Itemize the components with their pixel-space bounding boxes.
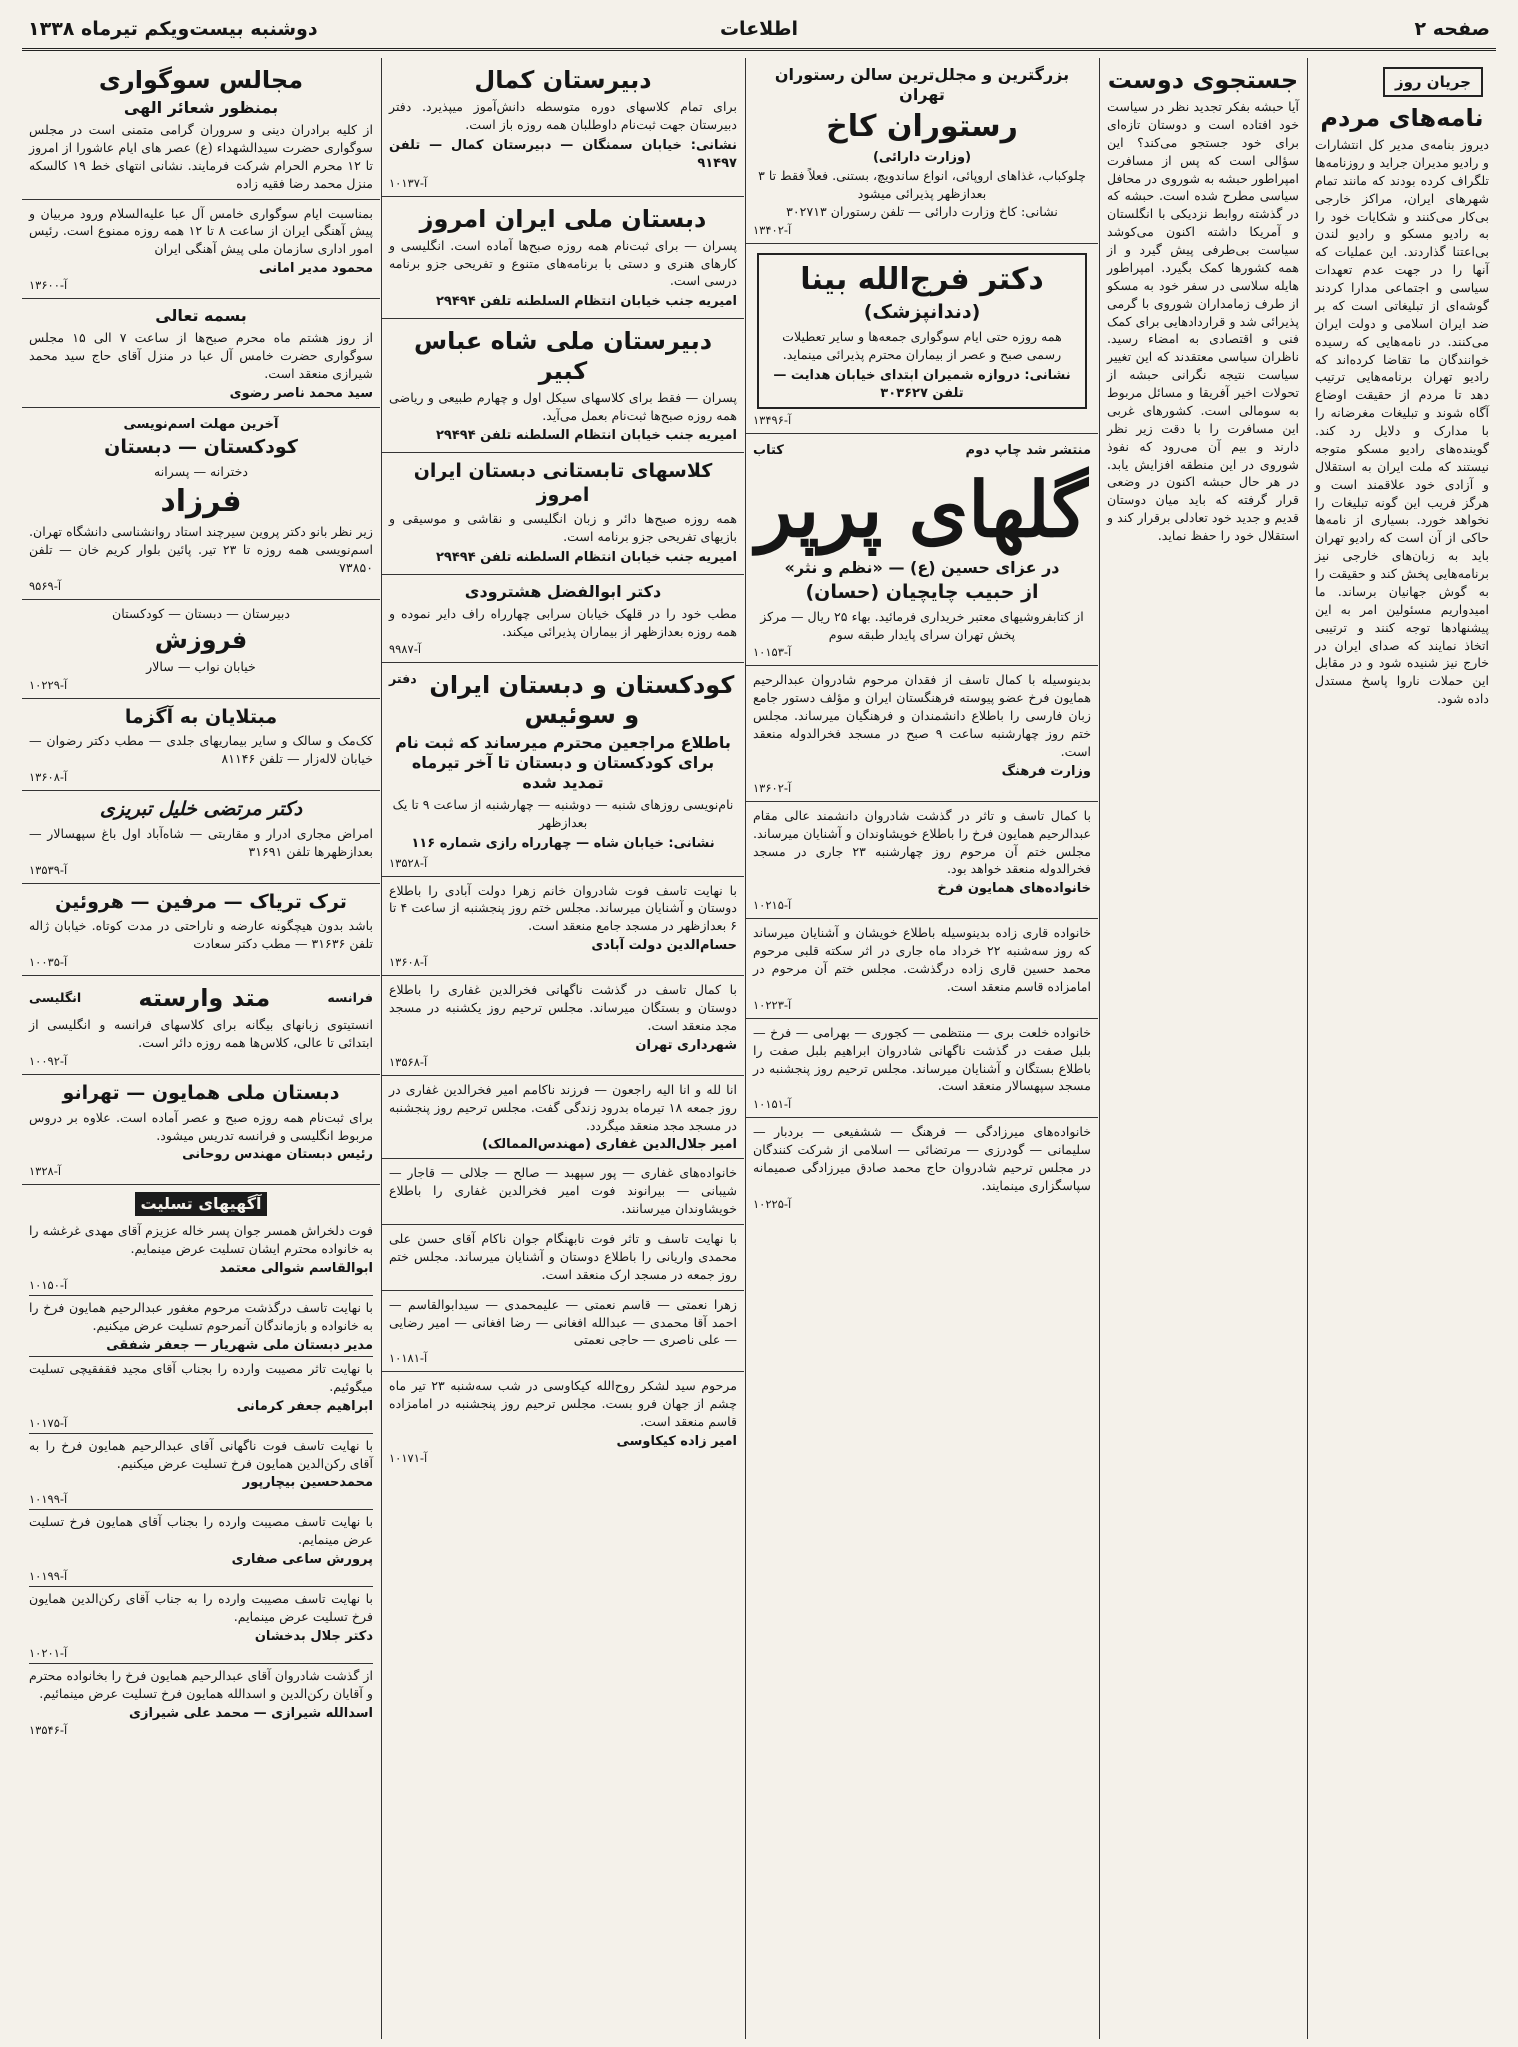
basmat-title: بسمه تعالی xyxy=(155,306,247,326)
farzad-ad xyxy=(22,408,380,600)
ad-code: آ-۱۰۲۲۹ xyxy=(29,677,68,692)
ad-code: آ-۱۰۲۲۵ xyxy=(753,1196,792,1211)
dentist-name: دکتر فرج‌الله بینا xyxy=(800,261,1044,297)
ad-code: آ-۱۳۶۰۲ xyxy=(753,780,792,795)
iran-swiss-body: باطلاع مراجعین محترم میرساند که ثبت نام برای کودکستان و دبستان تا آخر تیرماه تمدید شده xyxy=(395,733,731,793)
condolence-sig: مدیر دبستان ملی شهریار — جعفر شفقی xyxy=(106,1337,373,1353)
condolence-sig: دکتر جلال بدخشان xyxy=(254,1628,373,1644)
condolence-sig: پرورش ساعی صفاری xyxy=(231,1552,373,1568)
obit-body: خانواده قاری زاده بدینوسیله باطلاع خویشان و آشنایان میرساند که روز سه‌شنبه ۲۲ خرداد ماه جاری در اثر سکته قلبی مرحوم محمد حسین قاری زاده درگذشت. مجلس ختم آن مرحوم در امامزاده قاسم منعقد است. xyxy=(753,925,1091,994)
obit-block xyxy=(746,802,1098,920)
letters-body: دیروز بنامه‌ی مدیر کل انتشارات و رادیو مدیران جراید و روزنامه‌ها تلگراف کرده بودند که مانند تمام شهرهای ایران، مراکز خارجی بی‌کار می‌کنند و شکایات خود را به رادیو مسکو و رادیو لندن بی‌اعتنا گذاردند. این عملیات که آنها را در جهت عدم تعهدات سیاسی و اجتماعی مدارا کردند گوشه‌ای از تبلیغاتی است که بر ضد ایران اسلامی و دولت ایران می‌کنند. در نامه‌هایی که رسیده خوانندگان ما تقاضا کرده‌اند که رادیو تهران برنامه‌هایی ترتیب دهد تا مردم از حقیقت اوضاع آگاه شوند و تبلیغات مغرضانه را با مدارک و دلایل رد کند. گوینده‌های رادیو مسکو متوجه نیستند که ملت ایران به استقلال و آزادی خود علاقمند است و هرگز فریب این گونه تبلیغات را نخواهد خورد. بسیاری از نامه‌ها حاکی از آن است که رادیو تهران باید به زبان‌های خارجی نیز برنامه‌هایی پخش کند و حقیقت را به گوش جهانیان برساند. ما امیدواریم مسئولین امر به این پیشنهادها توجه کنند و ترتیبی اتخاذ نمایند که صدای ایران در خارج نیز شنیده شود و در مقابل این حملات ناروا پاسخ مستدل داده شود. xyxy=(1315,137,1489,707)
school-body: همه روزه صبح‌ها دائر و زبان انگلیسی و نقاشی و موسیقی و بازیهای تفریحی جزو برنامه است. xyxy=(389,511,737,545)
restaurant-address: نشانی: کاخ وزارت دارائی — تلفن رستوران ۳۰۲۷۱۳ xyxy=(786,203,1058,219)
language-heading xyxy=(29,983,373,1013)
condolence-sig: محمدحسین بیچارپور xyxy=(242,1475,373,1491)
ad-code: آ-۱۰۲۰۱ xyxy=(29,1645,68,1660)
dentist-spec: (دندانپزشک) xyxy=(863,301,981,324)
ethiopia-body: آیا حبشه بفکر تجدید نظر در سیاست خود افتاده است و دوستان تازه‌ای برای خود جستجو می‌کند؟ این سؤالی است که پس از مسافرت امپراطور حبشه به شوروی در محافل سیاسی مطرح شده است. حبشه که در گذشته روابط نزدیکی با انگلستان و آمریکا داشته اکنون می‌کوشد سیاست بی‌طرفی پیش گیرد و از همه کشورها کمک بگیرد. امپراطور هایله سلاسی در سفر خود به مسکو از طرف زمامداران شوروی با گرمی پذیرائی شد و قراردادهایی برای کمک فنی و اقتصادی به امضاء رسید. ناظران سیاسی معتقدند که این تغییر سیاست نتیجه نگرانی حبشه از تحولات اخیر آفریقا و مسائل مربوط به سومالی است. کشورهای غربی این مسافرت را با دقت زیر نظر دارند و بیم آن می‌رود که نفوذ شوروی در این منطقه افزایش یابد. در هر حال حبشه اکنون در وضعی قرار گرفته که باید میان دوستان قدیم و جدید خود تعادلی برقرار کند و استقلال خود را حفظ نماید. xyxy=(1107,99,1299,543)
restaurant-ad xyxy=(746,58,1098,244)
school-address: امیریه جنب خیابان انتظام السلطنه تلفن ۲۹۴۹۴ xyxy=(435,550,737,566)
column-ads-center xyxy=(745,58,1098,2039)
condolences-title: آگهیهای تسلیت xyxy=(135,1192,268,1216)
school-ad xyxy=(382,197,744,319)
obit-block xyxy=(746,1019,1098,1119)
daily-badge: جریان روز xyxy=(1383,67,1483,97)
mourning-section xyxy=(22,58,380,200)
ad-code: آ-۱۰۰۹۲ xyxy=(29,1053,68,1068)
rehab-body: باشد بدون هیچگونه عارضه و ناراحتی در مدت کوتاه. خیابان ژاله تلفن ۳۱۶۳۶ — مطب دکتر سعادت xyxy=(29,918,373,952)
restaurant-note: (وزارت دارائی) xyxy=(872,149,972,165)
school-address: نشانی: خیابان سمنگان — دبیرستان کمال — تلفن ۹۱۴۹۷ xyxy=(389,137,737,172)
mourning-title: مجالس سوگواری xyxy=(98,66,304,94)
ad-code: آ-۹۵۶۹ xyxy=(29,578,62,593)
condolence-body: فوت دلخراش همسر جوان پسر خاله عزیزم آقای مهدی غرغشه را به خانواده محترم ایشان تسلیت عرض مینمایم. xyxy=(29,1223,373,1257)
letters-title: نامه‌های مردم xyxy=(1320,104,1484,132)
column-ethiopia xyxy=(1099,58,1306,2039)
obit-body: مرحوم سید لشکر روح‌الله کیکاوسی در شب سه‌شنبه ۲۳ تیر ماه چشم از جهان فرو بست. مجلس ترحیم روز پنجشنبه در امامزاده قاسم منعقد است. xyxy=(389,1378,737,1430)
condolence-item xyxy=(29,1357,373,1434)
scouts-sig: محمود مدیر امانی xyxy=(259,261,373,277)
book-body: از کتابفروشیهای معتبر خریداری فرمائید. بهاء ۲۵ ریال — مرکز پخش تهران سرای پایدار طبقه سوم xyxy=(760,608,1084,642)
eczema-ad xyxy=(22,699,380,792)
foruzesh-ad xyxy=(22,600,380,699)
rehab-title: ترک تریاک — مرفین — هروئین xyxy=(55,890,347,913)
condolence-body: با نهایت تاسف مصیبت وارده را بجناب آقای همایون فرخ تسلیت عرض مینمایم. xyxy=(29,1514,373,1548)
obit-body: خانواده‌های میرزادگی — فرهنگ — ششفیعی — بردبار — سلیمانی — گودرزی — مرتضائی — اسلامی از شرکت کنندگان در مجلس ترحیم شادروان حاج محمد صادق میرزادگی صمیمانه سپاسگزاری مینمایند. xyxy=(753,1124,1091,1193)
school-body: پسران — فقط برای کلاسهای سیکل اول و چهارم طبیعی و ریاضی همه روزه صبح‌ها ثبت‌نام بعمل می‌آید. xyxy=(389,389,737,423)
rehab-ad xyxy=(22,884,380,977)
ad-code: آ-۱۳۵۲۸ xyxy=(389,855,428,870)
letters-section xyxy=(1308,58,1496,714)
obit-body: زهرا نعمتی — قاسم نعمتی — علیمحمدی — سیدابوالقاسم — احمد آقا محمدی — عبدالله افغانی — رضا افغانی — امیر رضایی — علی ناصری — حاجی نعمتی xyxy=(389,1296,737,1348)
homayun-title: دبستان ملی همایون — تهرانو xyxy=(62,1081,340,1104)
book-header xyxy=(753,442,1091,460)
mourning-sub: بمنظور شعائر الهی xyxy=(123,98,279,117)
foruzesh-title: فروزش xyxy=(154,625,248,654)
condolence-sig: ابراهیم جعفر کرمانی xyxy=(236,1398,373,1414)
condolence-sig: ابوالقاسم شوالی معتمد xyxy=(219,1261,373,1277)
obit-body: با کمال تاسف در گذشت ناگهانی فخرالدین غفاری را باطلاع دوستان و بستگان میرساند. مجلس ترحیم روز یکشنبه در مسجد مجد منعقد است. xyxy=(389,982,737,1033)
doctor-title: دکتر ابوالفضل هشترودی xyxy=(464,581,662,601)
dentist-body: همه روزه حتی ایام سوگواری جمعه‌ها و سایر تعطیلات رسمی صبح و عصر از بیماران محترم پذیرائی مینماید. xyxy=(782,328,1062,362)
column-letters xyxy=(1307,58,1496,2039)
ad-code: آ-۱۰۱۵۱ xyxy=(753,1097,792,1112)
ad-code: آ-۱۳۴۹۶ xyxy=(753,413,792,428)
book-author: از حبیب چایچیان (حسان) xyxy=(805,580,1039,603)
ad-code: آ-۱۰۱۷۱ xyxy=(389,1450,428,1465)
condolence-item xyxy=(29,1587,373,1664)
farzad-school: کودکستان — دبستان xyxy=(104,436,298,459)
iran-swiss-pre: دفتر xyxy=(389,671,417,687)
scouts-notice xyxy=(22,200,380,300)
language-right: فرانسه xyxy=(327,990,373,1006)
obit-block xyxy=(382,976,744,1076)
condolence-body: با نهایت تاسف مصیبت وارده را به جناب آقای رکن‌الدین همایون فرخ تسلیت عرض مینمایم. xyxy=(29,1591,373,1625)
obit-body: با نهایت تاسف فوت شادروان خانم زهرا دولت آبادی را باطلاع دوستان و آشنایان میرساند. مجلس ختم روز پنجشنبه از ساعت ۴ تا ۶ بعدازظهر در مسجد جامع منعقد است. xyxy=(389,882,737,934)
school-address: امیریه جنب خیابان انتظام السلطنه تلفن ۲۹۴۹۴ xyxy=(435,294,737,310)
condolence-body: از گذشت شادروان آقای عبدالرحیم همایون فرخ را بخانواده محترم و آقایان رکن‌الدین و اسدالله همایون فرخ تسلیت عرض مینمائیم. xyxy=(29,1667,373,1701)
eczema-title: مبتلایان به آگزما xyxy=(124,705,278,728)
iran-swiss-address: نشانی: خیابان شاه — چهارراه رازی شماره ۱۱۶ xyxy=(411,836,715,852)
obit-block xyxy=(382,1159,744,1225)
page-number: صفحه ۲ xyxy=(1414,18,1490,40)
farzad-body: زیر نظر بانو دکتر پروین سیرچند استاد روانشناسی دانشگاه تهران. اسم‌نویسی همه روزه تا ۲۳ تیر. پائین بلوار کریم خان — تلفن ۷۳۸۵۰ xyxy=(29,524,374,576)
ad-code: آ-۱۰۱۳۷ xyxy=(389,175,428,190)
ethiopia-article xyxy=(1100,58,1306,551)
doctor-ad xyxy=(22,791,380,884)
masthead xyxy=(22,8,1496,51)
farzad-top: آخرین مهلت اسم‌نویسی xyxy=(123,416,279,432)
school-ad xyxy=(382,319,744,453)
ad-code: آ-۱۳۵۳۹ xyxy=(29,862,68,877)
book-title: گلهای پرپر xyxy=(756,464,1088,554)
obit-sig: حسام‌الدین دولت آبادی xyxy=(591,938,737,954)
condolence-body: با نهایت تاسف درگذشت مرحوم مغفور عبدالرحیم همایون فرخ را به خانواده و بازماندگان آنمرحوم تسلیت عرض میکنیم. xyxy=(29,1300,373,1334)
homayun-sig: رئیس دبستان مهندس روحانی xyxy=(182,1147,373,1163)
obit-block xyxy=(382,1291,744,1373)
mourning-body: از کلیه برادران دینی و سروران گرامی متمنی است در مجلس سوگواری حضرت سیدالشهداء (ع) عصر های ایام عاشورا از امروز تا ۱۲ محرم الحرام شرکت فرمایند. نشانی انتهای خط ۱۹ کالسکه منزل محمد رضا فقیه زاده xyxy=(29,122,374,191)
book-subtitle: در عزای حسین (ع) — «نظم و نثر» xyxy=(784,557,1060,577)
obit-body: بدینوسیله با کمال تاسف از فقدان مرحوم شادروان عبدالرحیم همایون فرخ عضو پیوسته فرهنگستان ایران و مؤلف دستور جامع زبان فارسی را باطلاع دانشمندان و فرهنگیان میرساند. مجلس ختم روز چهارشنبه ساعت ۹ صبح در مسجد فخرالدوله منعقد است. xyxy=(753,672,1091,759)
ad-code: آ-۱۳۲۸ xyxy=(29,1164,62,1179)
homayun-body: برای ثبت‌نام همه روزه صبح و عصر آماده است. علاوه بر دروس مربوط انگلیسی و فرانسه تدریس میشود. xyxy=(29,1109,373,1143)
doctor-ad xyxy=(382,575,744,664)
restaurant-name: رستوران کاخ xyxy=(826,109,1018,144)
obit-body: با نهایت تاسف و تاثر فوت نابهنگام جوان ناکام آقای حسن علی محمدی واریانی را باطلاع دوستان و آشنایان میرساند. مجلس ختم روز جمعه در مسجد ارک منعقد است. xyxy=(389,1231,737,1282)
ad-code: آ-۱۳۶۰۸ xyxy=(29,770,68,785)
book-pre: منتشر شد چاپ دوم xyxy=(965,443,1091,459)
obit-body: انا لله و انا الیه راجعون — فرزند ناکامم امیر فخرالدین غفاری در روز جمعه ۱۸ تیرماه بدرود زندگی گفت. مجلس ترحیم روز پنجشنبه در مسجد مجد منعقد میگردد. xyxy=(389,1081,737,1133)
ad-code: آ-۱۰۱۸۱ xyxy=(389,1351,428,1366)
eczema-body: کک‌مک و سالک و سایر بیماریهای جلدی — مطب دکتر رضوان — خیابان لاله‌زار — تلفن ۸۱۱۴۶ xyxy=(29,733,373,767)
foruzesh-body: خیابان نواب — سالار xyxy=(146,658,256,674)
doctor-name: دکتر مرتضی خلیل تبریزی xyxy=(99,798,303,821)
ad-code: آ-۱۰۱۵۳ xyxy=(753,645,792,660)
school-title: دبیرستان کمال xyxy=(474,66,652,94)
ad-code: آ-۱۳۴۰۲ xyxy=(753,222,792,237)
basmat-sig: سید محمد ناصر رضوی xyxy=(229,385,373,401)
condolence-body: با نهایت تاسف فوت ناگهانی آقای عبدالرحیم همایون فرخ را به آقای رکن‌الدین همایون فرخ تسلیت عرض میکنیم. xyxy=(29,1437,373,1471)
scouts-body: بمناسبت ایام سوگواری خامس آل عبا علیه‌السلام ورود مربیان و پیش آهنگی ایران از ساعت ۸ تا ۱۲ همه روزه ممنوع است. رئیس امور اداری سازمان ملی پیش آهنگی ایران xyxy=(29,205,373,257)
iran-swiss-heading xyxy=(389,670,737,730)
obit-sig: امیر زاده کیکاوسی xyxy=(616,1433,737,1449)
basmat-notice xyxy=(22,299,380,408)
obit-sig: امیر جلال‌الدین غفاری (مهندس‌الممالک) xyxy=(481,1137,737,1153)
iran-swiss-title: کودکستان و دبستان ایران و سوئیس xyxy=(429,671,735,730)
condolence-item xyxy=(29,1296,373,1357)
ad-code: آ-۱۰۱۵۰ xyxy=(29,1278,68,1293)
foruzesh-pre: دبیرستان — دبستان — کودکستان xyxy=(112,605,290,621)
school-ad xyxy=(382,58,744,197)
obit-block xyxy=(746,666,1098,801)
farzad-name: فرزاد xyxy=(160,483,242,519)
doctor-body: امراض مجاری ادرار و مقاربتی — شاه‌آباد اول باغ سپهسالار — بعدازظهرها تلفن ۳۱۶۹۱ xyxy=(29,825,373,859)
school-body: برای تمام کلاسهای دوره متوسطه دانش‌آموز میپذیرد. دفتر دبیرستان جهت ثبت‌نام داوطلبان همه روزه باز است. xyxy=(389,99,737,132)
iran-swiss-ad xyxy=(382,663,744,876)
ad-code: آ-۱۳۶۰۰ xyxy=(29,278,68,293)
column-schools xyxy=(381,58,744,2039)
book-ad xyxy=(746,434,1098,666)
dentist-ad xyxy=(746,244,1098,435)
book-kind: کتاب xyxy=(753,443,784,459)
school-body: پسران — برای ثبت‌نام همه روزه صبح‌ها آماده است. انگلیسی و کارهای هنری و دستی با برنامه‌های متنوع و تفریحی جزو برنامه درسی است. xyxy=(389,237,737,289)
iran-swiss-hours: نام‌نویسی روزهای شنبه — دوشنبه — چهارشنبه از ساعت ۹ تا یک بعدازظهر xyxy=(392,797,734,831)
obit-sig: خانواده‌های همایون فرخ xyxy=(937,881,1091,897)
condolence-item xyxy=(29,1664,373,1740)
obit-sig: وزارت فرهنگ xyxy=(1001,763,1091,779)
school-title: کلاسهای تابستانی دبستان ایران امروز xyxy=(413,459,713,506)
newspaper-name: اطلاعات xyxy=(719,18,799,40)
restaurant-menu: چلوکباب، غذاهای اروپائی، انواع ساندویچ، بستنی. فعلاً فقط تا ۳ بعدازظهر پذیرائی میشود xyxy=(758,167,1086,201)
restaurant-headline: بزرگترین و مجلل‌ترین سالن رستوران تهران xyxy=(774,65,1070,104)
column-mourning xyxy=(22,58,380,2039)
obit-block xyxy=(746,919,1098,1019)
obit-block xyxy=(746,1118,1098,1217)
school-title: دبیرستان ملی شاه عباس کبیر xyxy=(413,326,713,385)
obit-body: خانواده خلعت بری — منتظمی — کجوری — بهرامی — فرخ — بلبل صفت در گذشت ناگهانی شادروان ابراهیم بلبل صفت را باطلاع بستگان و آشنایان میرساند. مجلس ترحیم روز پنجشنبه در مسجد سپهسالار منعقد است. xyxy=(753,1024,1091,1094)
ad-code: آ-۱۳۵۴۶ xyxy=(29,1722,68,1737)
ad-code: آ-۱۳۶۰۸ xyxy=(389,955,428,970)
ad-code: آ-۱۰۱۹۹ xyxy=(29,1569,68,1584)
homayun-ad xyxy=(22,1075,380,1186)
obit-block xyxy=(382,1076,744,1160)
obit-sig: شهرداری تهران xyxy=(635,1037,737,1053)
language-title: متد وارسته xyxy=(138,984,271,1013)
obit-block xyxy=(382,877,744,977)
obit-body: با کمال تاسف و تاثر در گذشت شادروان دانشمند عالی مقام عبدالرحیم همایون فرخ را باطلاع خویشاوندان و آشنایان میرساند. مجلس ختم آن مرحوم روز چهارشنبه ۲۳ جاری در مسجد فخرالدوله منعقد خواهد بود. xyxy=(753,807,1091,877)
basmat-body: از روز هشتم ماه محرم صبح‌ها از ساعت ۷ الی ۱۵ مجلس سوگواری حضرت خامس آل عبا در منزل آقای حاج سید محمد شیرازی منعقد است. xyxy=(29,330,373,381)
obit-body: خانواده‌های غفاری — پور سپهبد — صالح — جلالی — قاجار — شیبانی — بیرانوند فوت امیر فخرالدین غفاری را باطلاع خویشاوندان میرسانند. xyxy=(389,1165,737,1217)
school-title: دبستان ملی ایران امروز xyxy=(419,204,707,233)
ad-code: آ-۱۳۵۶۸ xyxy=(389,1054,428,1069)
ad-code: آ-۱۰۱۹۹ xyxy=(29,1492,68,1507)
obit-block xyxy=(382,1372,744,1471)
doctor-body: مطب خود را در قلهک خیابان سرابی چهارراه راف دایر نموده و همه روزه بعدازظهر از بیماران پذیرائی میکند. xyxy=(389,605,737,639)
condolence-item xyxy=(29,1510,373,1587)
language-left: انگلیسی xyxy=(29,990,82,1006)
language-ad xyxy=(22,976,380,1075)
language-body: انستیتوی زبانهای بیگانه برای کلاسهای فرانسه و انگلیسی از ابتدائی تا عالی، کلاس‌ها همه روزه دائر است. xyxy=(29,1017,373,1051)
school-address: امیریه جنب خیابان انتظام السلطنه تلفن ۲۹۴۹۴ xyxy=(435,428,737,444)
ad-code: آ-۱۰۰۳۵ xyxy=(29,955,68,970)
ad-code: آ-۱۰۲۲۳ xyxy=(753,997,792,1012)
ad-code: آ-۱۰۱۷۵ xyxy=(29,1415,68,1430)
dentist-address: نشانی: دروازه شمیران ابتدای خیابان هدایت — تلفن ۳۰۳۶۲۷ xyxy=(773,367,1071,402)
ad-code: آ-۱۰۲۱۵ xyxy=(753,898,792,913)
condolences-section xyxy=(22,1185,380,1745)
ethiopia-title: جستجوی دوست xyxy=(1107,66,1299,94)
ad-code: آ-۹۹۸۷ xyxy=(389,642,422,657)
school-ad xyxy=(382,453,744,575)
condolence-item xyxy=(29,1434,373,1511)
condolence-item xyxy=(29,1219,373,1296)
obit-block xyxy=(382,1225,744,1291)
issue-date: دوشنبه بیست‌ویکم تیرماه ۱۳۳۸ xyxy=(28,18,318,40)
farzad-kinds: دخترانه — پسرانه xyxy=(154,463,248,479)
condolence-body: با نهایت تاثر مصیبت وارده را بجناب آقای مجید فقفقیچی تسلیت میگوئیم. xyxy=(29,1360,373,1394)
condolence-sig: اسدالله شیرازی — محمد علی شیرازی xyxy=(129,1705,373,1721)
